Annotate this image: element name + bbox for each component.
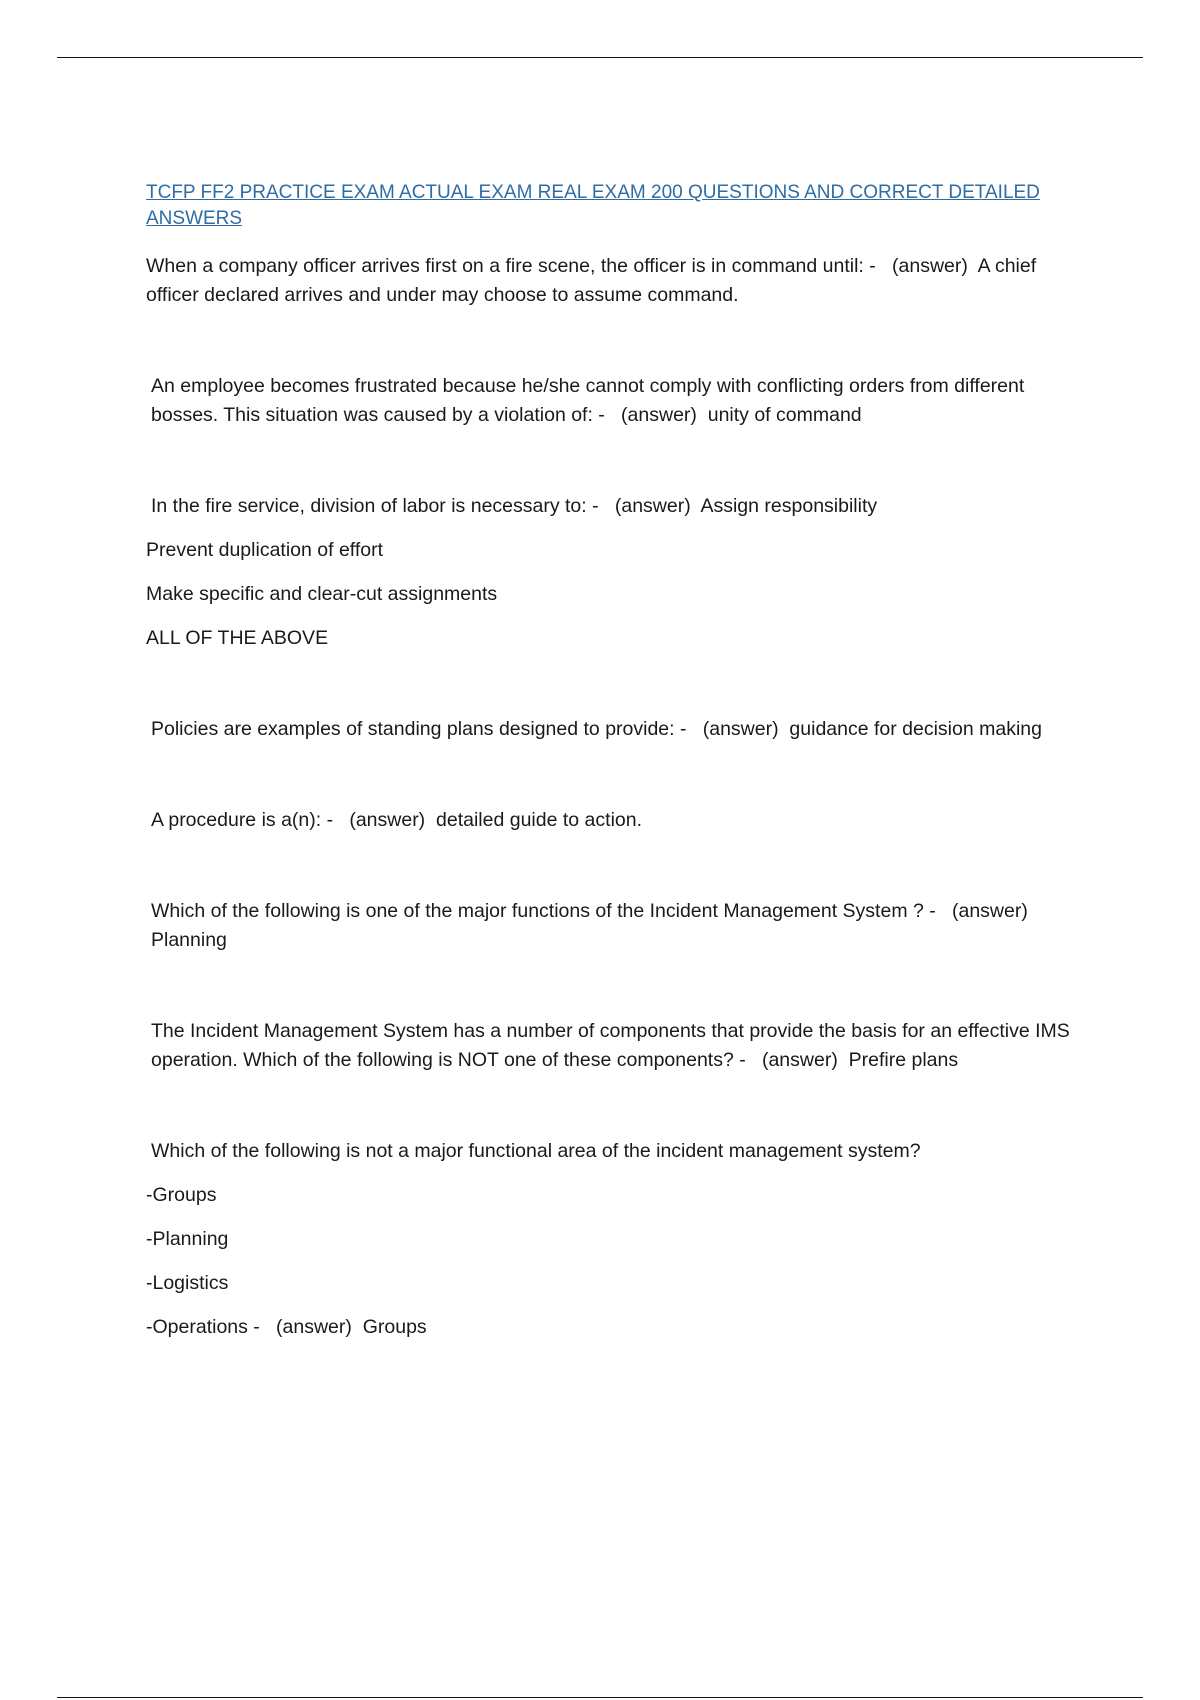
question-5: A procedure is a(n): - (answer) detailed guide to action. xyxy=(151,809,643,831)
question-8: Which of the following is not a major functional area of the incident management system? xyxy=(151,1140,921,1162)
question-8-option: -Logistics xyxy=(146,1272,229,1294)
question-3-option: ALL OF THE ABOVE xyxy=(146,627,329,649)
footer-rule xyxy=(57,1697,1143,1698)
question-6: Which of the following is one of the major functions of the Incident Management System ? - (answer) Planning xyxy=(151,900,1034,951)
question-8-option: -Planning xyxy=(146,1228,229,1250)
question-3-option: Make specific and clear-cut assignments xyxy=(146,583,498,605)
question-8-option: -Operations - (answer) Groups xyxy=(146,1316,427,1338)
document-body xyxy=(146,180,1086,1342)
question-3: In the fire service, division of labor is necessary to: - (answer) Assign responsibility xyxy=(151,495,878,517)
document-title-link[interactable]: TCFP FF2 PRACTICE EXAM ACTUAL EXAM REAL EXAM 200 QUESTIONS AND CORRECT DETAILED ANSWERS xyxy=(146,182,1040,229)
question-7: The Incident Management System has a number of components that provide the basis for an effective IMS operation. Which of the following is NOT one of these components? - (answer) Prefire plans xyxy=(151,1020,1076,1071)
question-4: Policies are examples of standing plans designed to provide: - (answer) guidance for decision making xyxy=(151,718,1042,740)
question-1: When a company officer arrives first on a fire scene, the officer is in command until: - (answer) A chief officer declared arrives and under may choose to assume command. xyxy=(146,255,1042,306)
question-2: An employee becomes frustrated because he/she cannot comply with conflicting orders from different bosses. This situation was caused by a violation of: - (answer) unity of command xyxy=(151,375,1030,426)
question-8-option: -Groups xyxy=(146,1184,217,1206)
header-rule xyxy=(57,57,1143,58)
question-3-option: Prevent duplication of effort xyxy=(146,539,384,561)
